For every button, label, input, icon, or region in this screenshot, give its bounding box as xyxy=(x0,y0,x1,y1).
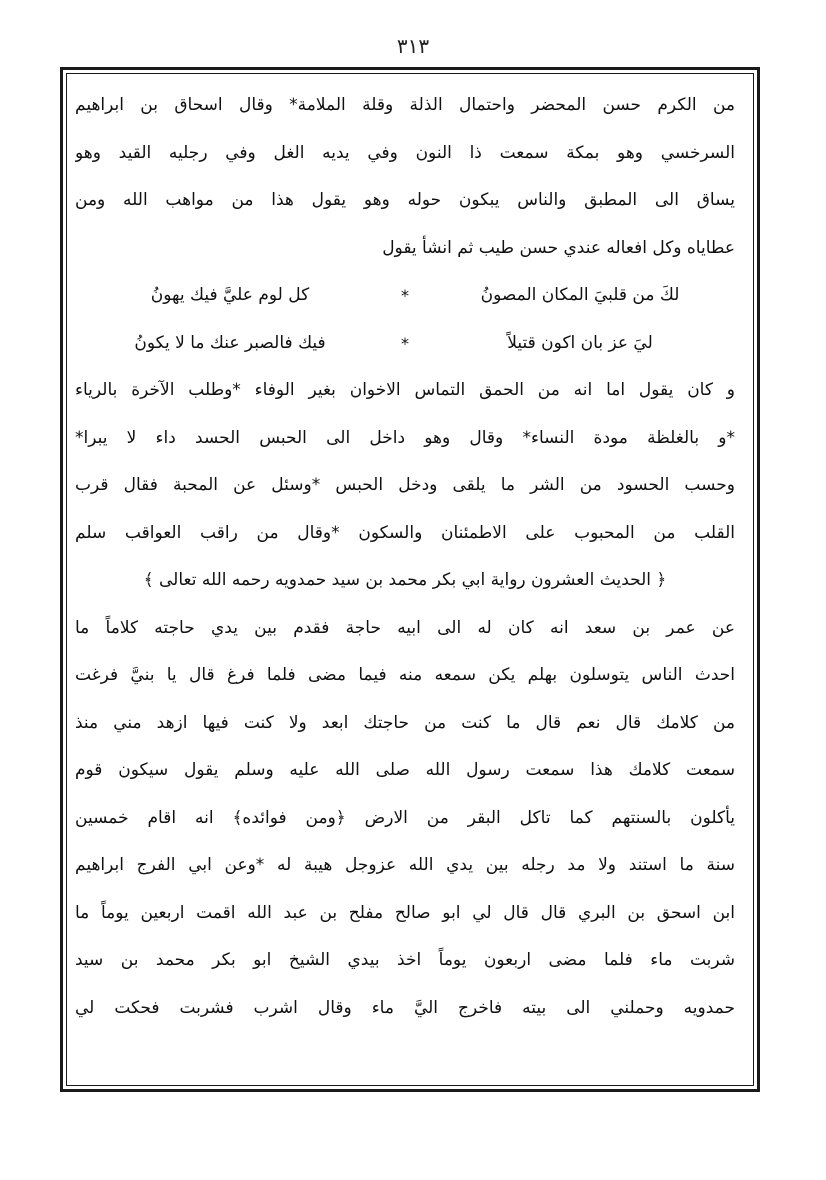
text-line: و كان يقول اما انه من الحمق التماس الاخوان بغير الوفاء *وطلب الآخرة بالرياء xyxy=(75,380,735,400)
text-line: عن عمر بن سعد انه كان له الى ابيه حاجة فقدم بين يدي حاجته كلاماً ما xyxy=(75,617,735,638)
verse-row xyxy=(75,320,735,368)
text-line: حمدويه وحملني الى بيته فاخرج اليَّ ماء وقال اشرب فشربت فحكت لي xyxy=(75,997,735,1018)
text-line: القلب من المحبوب على الاطمئنان والسكون *وقال من راقب العواقب سلم xyxy=(75,522,735,543)
verse-separator: * xyxy=(401,286,409,305)
verse-first-hemistich: ليَ عز بان اكون قتيلاً xyxy=(507,332,653,353)
heading-text: الحديث العشرون رواية ابي بكر محمد بن سيد حمدويه رحمه الله تعالى xyxy=(158,570,651,590)
text-line: ابن اسحق بن البري قال قال لي ابو صالح مفلح بن عبد الله اقمت اربعين يوماً ما xyxy=(75,902,735,923)
text-line: سنة ما استند ولا مد رجله بين يدي الله عزوجل هيبة له *وعن ابي الفرج ابراهيم xyxy=(75,855,735,875)
verse-second-hemistich: فيك فالصبر عنك ما لا يكونُ xyxy=(134,332,326,353)
text-line: من كلامك قال نعم قال ما كنت من حاجتك ابعد ولا كنت فيها ازهد مني منذ xyxy=(75,712,735,733)
text-line: عطاياه وكل افعاله عندي حسن طيب ثم انشأ يقول xyxy=(382,237,735,258)
text-line: احدث الناس يتوسلون بهلم يكن سمعه منه فيما مضى فلما فرغ قال يا بنيَّ فرغت xyxy=(75,665,735,685)
text-line: السرخسي وهو بمكة سمعت ذا النون وفي يديه الغل وفي رجليه القيد وهو xyxy=(75,142,735,163)
text-line: سمعت كلامك هذا سمعت رسول الله صلى الله عليه وسلم يقول سيكون قوم xyxy=(75,760,735,780)
page-number: ٣١٣ xyxy=(396,34,430,58)
verse-second-hemistich: كل لوم عليَّ فيك يهونُ xyxy=(150,285,310,305)
verse-row xyxy=(75,272,735,320)
section-heading xyxy=(75,557,735,605)
text-line: وحسب الحسود من الشر ما يلقى ودخل الحبس *وسئل عن المحبة فقال قرب xyxy=(75,475,735,495)
text-line: يأكلون بالسنتهم كما تاكل البقر من الارض ﴿ومن فوائده﴾ انه اقام خمسين xyxy=(75,807,735,828)
text-line: من الكرم حسن المحضر واحتمال الذلة وقلة الملامة* وقال اسحاق بن ابراهيم xyxy=(75,95,735,115)
text-line: *و بالغلظة مودة النساء* وقال وهو داخل الى الحبس الحسد داء لا يبرا* xyxy=(75,427,735,448)
verse-separator: * xyxy=(401,333,409,353)
verse-first-hemistich: لكَ من قلبيَ المكان المصونُ xyxy=(480,285,680,305)
text-line: يساق الى المطبق والناس يبكون حوله وهو يقول هذا من مواهب الله ومن xyxy=(75,190,735,210)
text-line: شربت ماء فلما مضى اربعون يوماً اخذ بيدي الشيخ ابو بكر محمد بن سيد xyxy=(75,950,735,970)
text-block xyxy=(75,82,735,1032)
heading-close-mark: ﴾ xyxy=(143,570,154,590)
heading-open-mark: ﴿ xyxy=(656,570,667,590)
